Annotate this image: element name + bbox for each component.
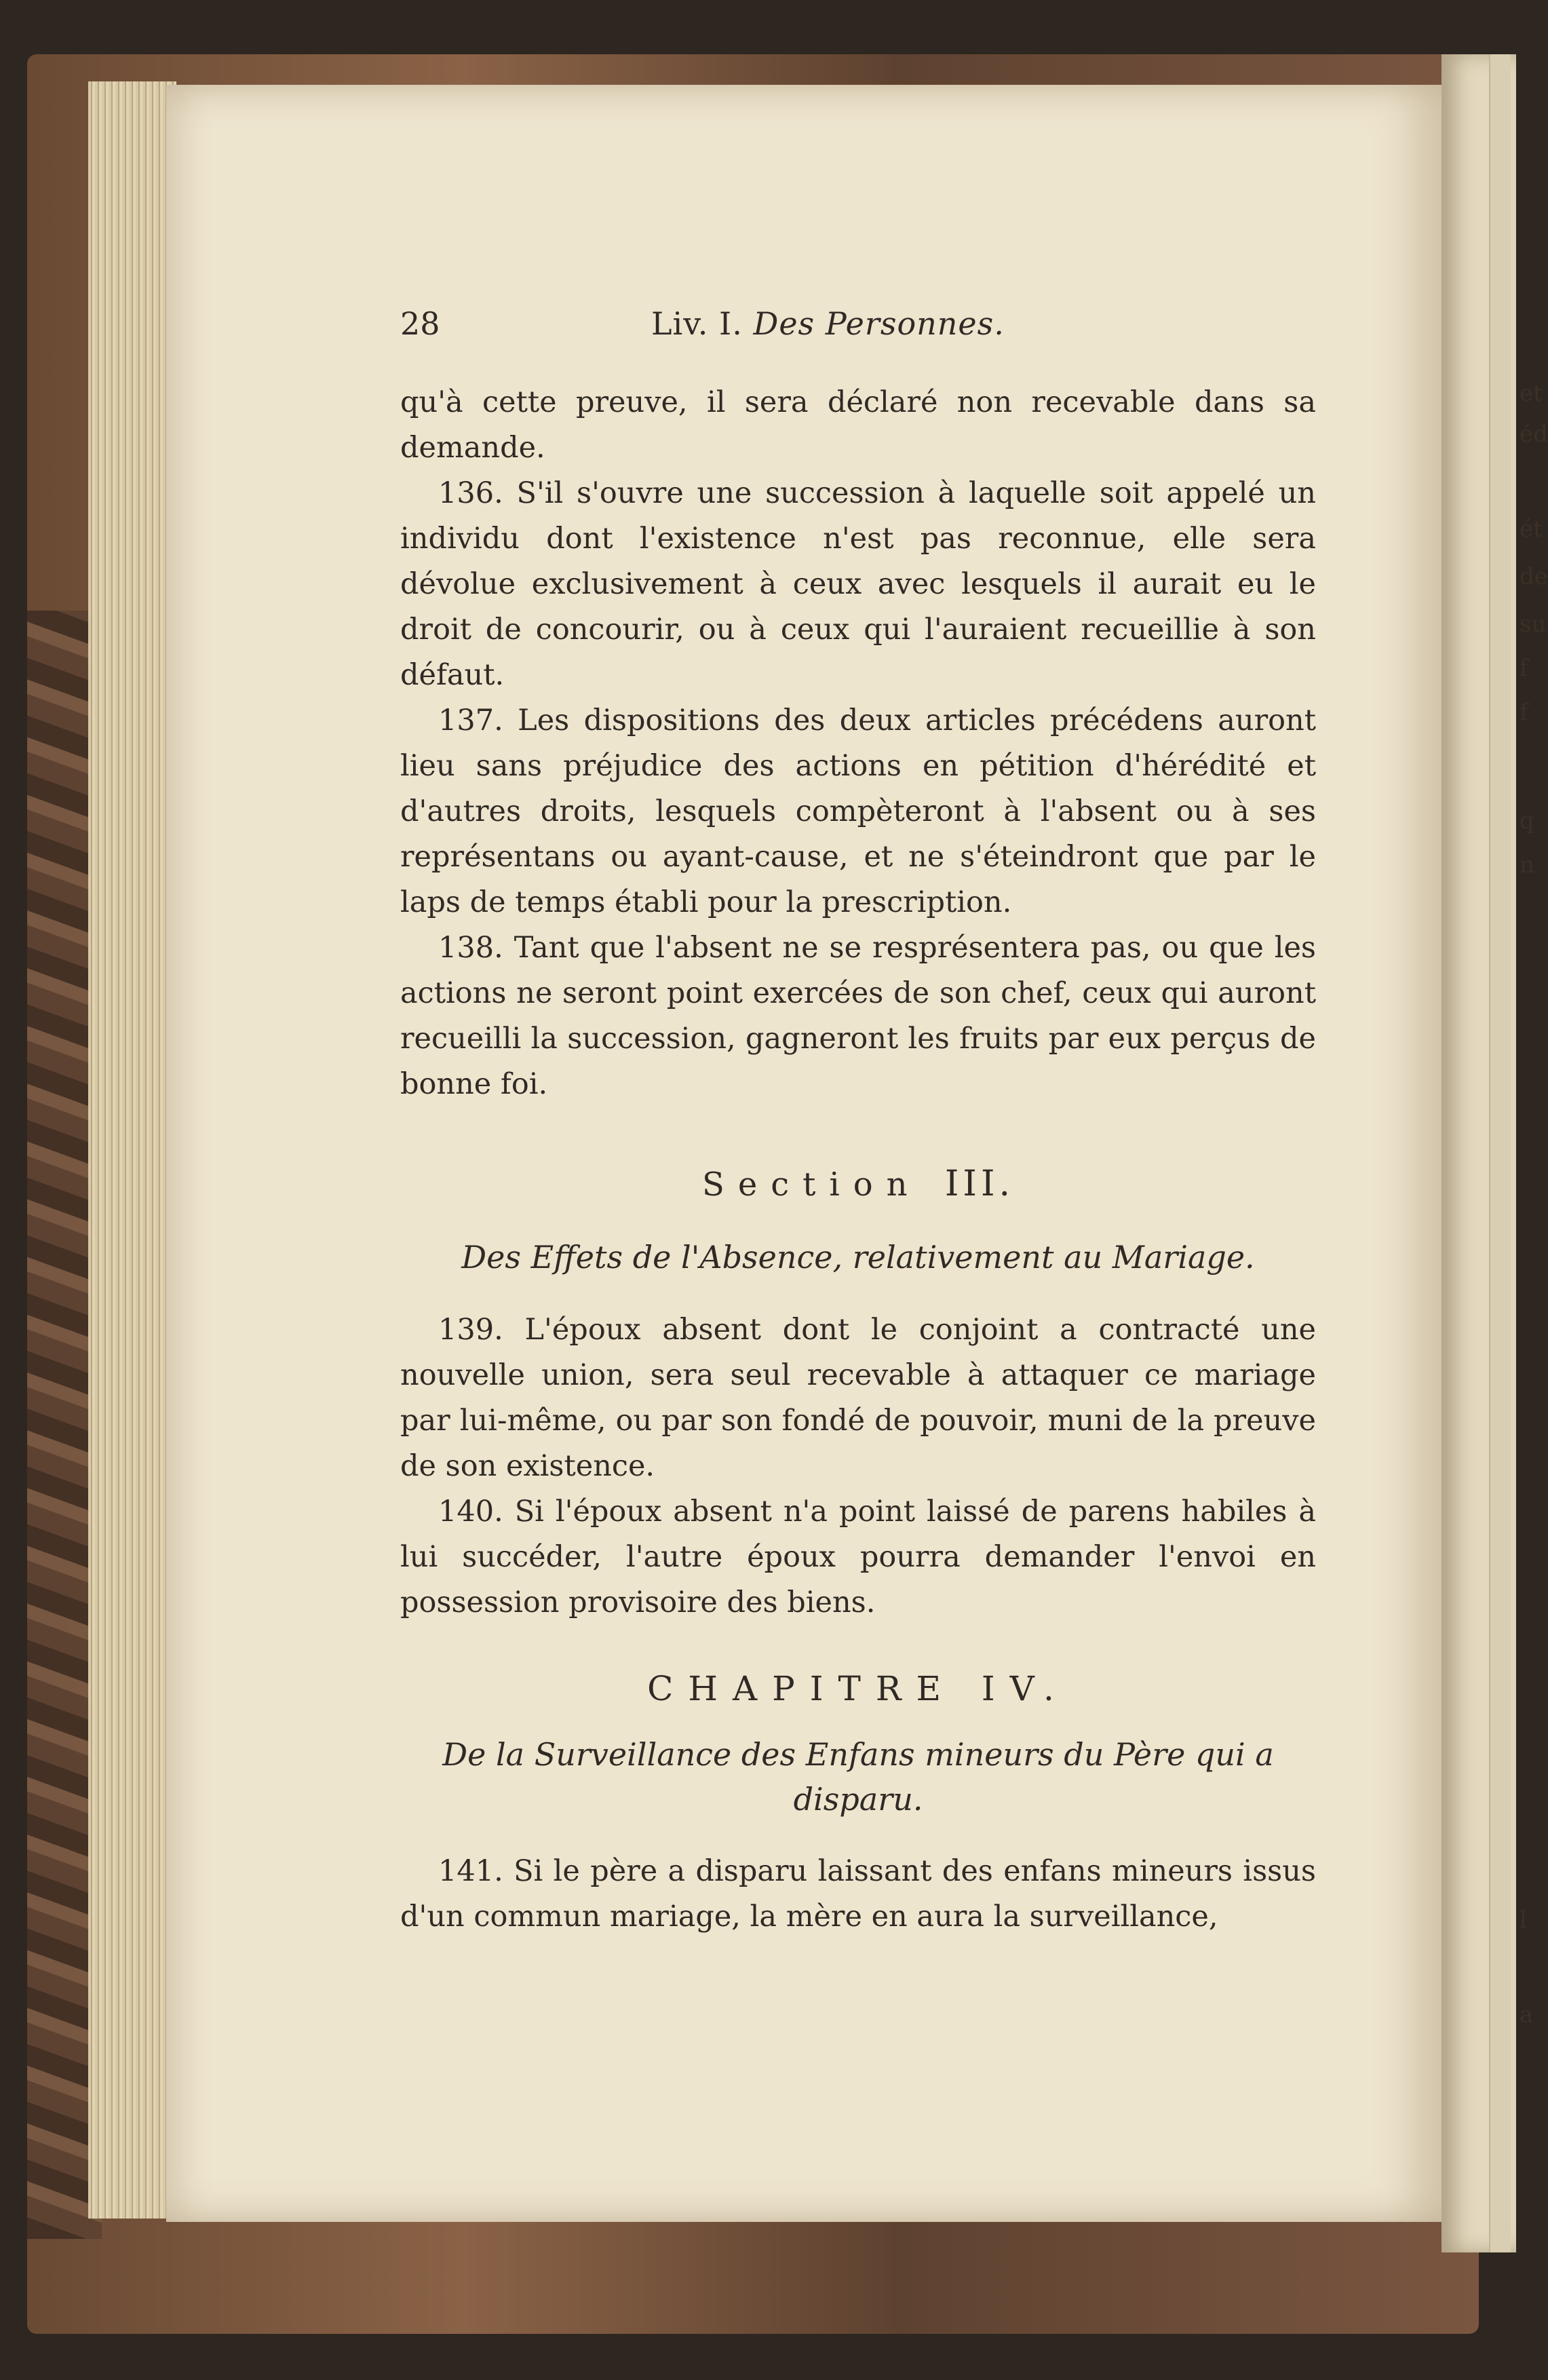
article-139: 139. L'époux absent dont le conjoint a contracté une nouvelle union, sera seul recevable à attaquer ce mariage par lui-même, ou par son fondé de pouvoir, muni de la preuve de son existence. (400, 1313, 1316, 1483)
chapter-heading: CHAPITRE IV. (647, 1669, 1069, 1708)
paragraph: qu'à cette preuve, il sera déclaré non recevable dans sa demande. (400, 385, 1316, 465)
margin-fragment: n (1520, 851, 1534, 879)
margin-fragment: de (1520, 563, 1548, 590)
margin-fragment: q (1520, 807, 1534, 834)
section-label: Section (701, 1166, 921, 1204)
article-138: 138. Tant que l'absent ne se resprésentera pas, ou que les actions ne seront point exercées de son chef, ceux qui auront recueilli la succession, gagneront les fruits par eux perçus de bonne foi. (400, 931, 1316, 1101)
section-heading (400, 1162, 1316, 1208)
margin-fragment: f (1520, 699, 1528, 726)
page-number: 28 (400, 305, 440, 342)
article-141: 141. Si le père a disparu laissant des enfans mineurs issus d'un commun mariage, la mère en aura la surveillance, (400, 1854, 1316, 1934)
running-head-prefix: Liv. I. (651, 305, 743, 342)
section-number: III. (944, 1164, 1015, 1204)
margin-fragment: éd (1520, 421, 1548, 448)
running-head (651, 305, 1005, 342)
section-subtitle: Des Effets de l'Absence, relativement au Mariage. (461, 1239, 1255, 1275)
article-137: 137. Les dispositions des deux articles précédens auront lieu sans préjudice des actions en pétition d'hérédité et d'autres droits, lesquels compèteront à l'absent ou à ses représentans ou ayant-cause, et ne s'éteindront que par le laps de temps établi pour la prescription. (400, 704, 1316, 919)
running-head-title: Des Personnes. (753, 305, 1005, 342)
body-text (400, 380, 1316, 1940)
margin-fragment: l (1520, 1906, 1527, 1934)
margin-fragment: su (1520, 611, 1547, 638)
chapter-subtitle: De la Surveillance des Enfans mineurs du Père qui a disparu. (442, 1736, 1274, 1818)
margin-fragment: f (1520, 655, 1528, 682)
margin-fragment: ét (1520, 516, 1543, 543)
margin-fragment: et (1520, 380, 1543, 407)
margin-fragment: a (1520, 2001, 1534, 2029)
article-140: 140. Si l'époux absent n'a point laissé de parens habiles à lui succéder, l'autre époux pourra demander l'envoi en possession provisoire des biens. (400, 1495, 1316, 1619)
article-136: 136. S'il s'ouvre une succession à laquelle soit appelé un individu dont l'existence n'est pas reconnue, elle sera dévolue exclusivement à ceux avec lesquels il aurait eu le droit de concourir, ou à ceux qui l'auraient recueillie à son défaut. (400, 476, 1316, 692)
